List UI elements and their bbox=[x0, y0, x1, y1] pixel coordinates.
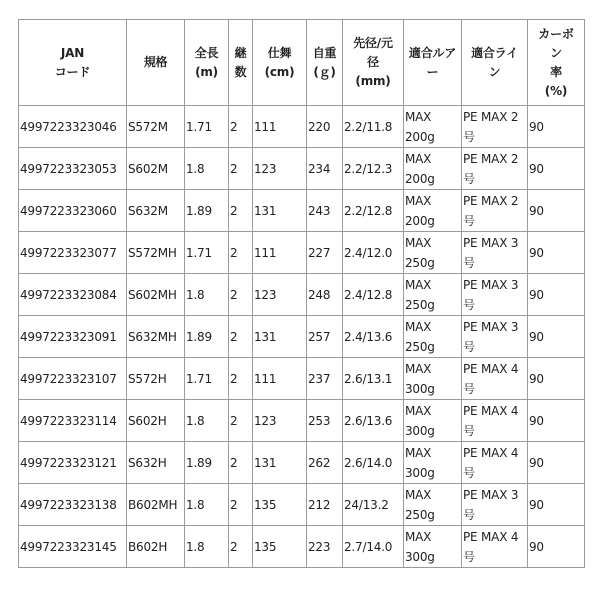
cell-line: PE MAX 3 号 bbox=[462, 232, 528, 274]
cell-line: PE MAX 3 号 bbox=[462, 316, 528, 358]
cell-closed-length: 123 bbox=[253, 148, 307, 190]
cell-length: 1.71 bbox=[185, 106, 229, 148]
cell-closed-length: 131 bbox=[253, 316, 307, 358]
cell-jan-code: 4997223323077 bbox=[19, 232, 127, 274]
header-tip-butt-diameter: 先径/元 径 (mm) bbox=[343, 20, 404, 106]
cell-carbon-ratio: 90 bbox=[528, 358, 585, 400]
header-lure-weight: 適合ルア ー bbox=[404, 20, 462, 106]
table-row bbox=[19, 316, 585, 358]
cell-weight: 227 bbox=[307, 232, 343, 274]
cell-closed-length: 123 bbox=[253, 400, 307, 442]
cell-jan-code: 4997223323114 bbox=[19, 400, 127, 442]
cell-model: B602H bbox=[127, 526, 185, 568]
cell-pieces: 2 bbox=[229, 274, 253, 316]
table-row bbox=[19, 358, 585, 400]
spec-table-container bbox=[18, 19, 585, 568]
cell-pieces: 2 bbox=[229, 484, 253, 526]
table-row bbox=[19, 442, 585, 484]
cell-carbon-ratio: 90 bbox=[528, 106, 585, 148]
cell-tip-butt-diameter: 2.2/11.8 bbox=[343, 106, 404, 148]
cell-closed-length: 111 bbox=[253, 106, 307, 148]
cell-jan-code: 4997223323138 bbox=[19, 484, 127, 526]
cell-carbon-ratio: 90 bbox=[528, 232, 585, 274]
cell-model: S572M bbox=[127, 106, 185, 148]
table-row bbox=[19, 106, 585, 148]
header-line: 適合ライ ン bbox=[462, 20, 528, 106]
cell-length: 1.8 bbox=[185, 526, 229, 568]
header-jan-code: JAN コード bbox=[19, 20, 127, 106]
cell-lure-weight: MAX 300g bbox=[404, 526, 462, 568]
cell-lure-weight: MAX 250g bbox=[404, 232, 462, 274]
header-row bbox=[19, 20, 585, 106]
cell-pieces: 2 bbox=[229, 106, 253, 148]
cell-line: PE MAX 2 号 bbox=[462, 106, 528, 148]
cell-length: 1.8 bbox=[185, 400, 229, 442]
cell-jan-code: 4997223323121 bbox=[19, 442, 127, 484]
header-closed-length: 仕舞 (cm) bbox=[253, 20, 307, 106]
cell-model: S572MH bbox=[127, 232, 185, 274]
cell-carbon-ratio: 90 bbox=[528, 484, 585, 526]
cell-length: 1.89 bbox=[185, 190, 229, 232]
cell-model: S602M bbox=[127, 148, 185, 190]
cell-tip-butt-diameter: 2.4/12.0 bbox=[343, 232, 404, 274]
cell-lure-weight: MAX 200g bbox=[404, 106, 462, 148]
cell-model: S632M bbox=[127, 190, 185, 232]
cell-length: 1.89 bbox=[185, 316, 229, 358]
cell-model: S602MH bbox=[127, 274, 185, 316]
cell-closed-length: 135 bbox=[253, 484, 307, 526]
cell-line: PE MAX 3 号 bbox=[462, 274, 528, 316]
cell-jan-code: 4997223323053 bbox=[19, 148, 127, 190]
cell-closed-length: 123 bbox=[253, 274, 307, 316]
cell-length: 1.71 bbox=[185, 232, 229, 274]
cell-jan-code: 4997223323145 bbox=[19, 526, 127, 568]
cell-line: PE MAX 3 号 bbox=[462, 484, 528, 526]
cell-tip-butt-diameter: 2.6/13.6 bbox=[343, 400, 404, 442]
cell-model: S572H bbox=[127, 358, 185, 400]
cell-tip-butt-diameter: 2.4/13.6 bbox=[343, 316, 404, 358]
header-model: 規格 bbox=[127, 20, 185, 106]
cell-carbon-ratio: 90 bbox=[528, 400, 585, 442]
cell-line: PE MAX 2 号 bbox=[462, 190, 528, 232]
cell-model: S632MH bbox=[127, 316, 185, 358]
cell-line: PE MAX 4 号 bbox=[462, 442, 528, 484]
cell-model: S602H bbox=[127, 400, 185, 442]
cell-line: PE MAX 4 号 bbox=[462, 526, 528, 568]
cell-carbon-ratio: 90 bbox=[528, 526, 585, 568]
cell-closed-length: 135 bbox=[253, 526, 307, 568]
cell-jan-code: 4997223323046 bbox=[19, 106, 127, 148]
cell-line: PE MAX 4 号 bbox=[462, 400, 528, 442]
cell-lure-weight: MAX 250g bbox=[404, 316, 462, 358]
cell-length: 1.89 bbox=[185, 442, 229, 484]
cell-weight: 220 bbox=[307, 106, 343, 148]
table-row bbox=[19, 148, 585, 190]
cell-carbon-ratio: 90 bbox=[528, 148, 585, 190]
cell-weight: 248 bbox=[307, 274, 343, 316]
cell-pieces: 2 bbox=[229, 316, 253, 358]
table-row bbox=[19, 526, 585, 568]
cell-jan-code: 4997223323060 bbox=[19, 190, 127, 232]
cell-model: S632H bbox=[127, 442, 185, 484]
cell-jan-code: 4997223323091 bbox=[19, 316, 127, 358]
cell-tip-butt-diameter: 2.2/12.8 bbox=[343, 190, 404, 232]
header-carbon-ratio: カーボ ン 率 (%) bbox=[528, 20, 585, 106]
cell-weight: 223 bbox=[307, 526, 343, 568]
rod-spec-table bbox=[18, 19, 585, 568]
cell-tip-butt-diameter: 24/13.2 bbox=[343, 484, 404, 526]
header-weight: 自重 (ｇ) bbox=[307, 20, 343, 106]
cell-length: 1.8 bbox=[185, 484, 229, 526]
cell-jan-code: 4997223323107 bbox=[19, 358, 127, 400]
cell-tip-butt-diameter: 2.6/14.0 bbox=[343, 442, 404, 484]
cell-lure-weight: MAX 300g bbox=[404, 358, 462, 400]
cell-tip-butt-diameter: 2.2/12.3 bbox=[343, 148, 404, 190]
cell-model: B602MH bbox=[127, 484, 185, 526]
table-row bbox=[19, 190, 585, 232]
cell-weight: 212 bbox=[307, 484, 343, 526]
cell-pieces: 2 bbox=[229, 148, 253, 190]
cell-tip-butt-diameter: 2.7/14.0 bbox=[343, 526, 404, 568]
cell-carbon-ratio: 90 bbox=[528, 190, 585, 232]
table-row bbox=[19, 274, 585, 316]
cell-pieces: 2 bbox=[229, 232, 253, 274]
cell-weight: 237 bbox=[307, 358, 343, 400]
cell-pieces: 2 bbox=[229, 442, 253, 484]
cell-length: 1.8 bbox=[185, 274, 229, 316]
table-row bbox=[19, 484, 585, 526]
cell-carbon-ratio: 90 bbox=[528, 316, 585, 358]
cell-lure-weight: MAX 250g bbox=[404, 274, 462, 316]
cell-closed-length: 131 bbox=[253, 190, 307, 232]
cell-closed-length: 131 bbox=[253, 442, 307, 484]
table-row bbox=[19, 232, 585, 274]
cell-pieces: 2 bbox=[229, 526, 253, 568]
table-header bbox=[19, 20, 585, 106]
cell-lure-weight: MAX 250g bbox=[404, 484, 462, 526]
cell-jan-code: 4997223323084 bbox=[19, 274, 127, 316]
cell-tip-butt-diameter: 2.4/12.8 bbox=[343, 274, 404, 316]
cell-length: 1.8 bbox=[185, 148, 229, 190]
cell-line: PE MAX 4 号 bbox=[462, 358, 528, 400]
cell-pieces: 2 bbox=[229, 190, 253, 232]
table-body bbox=[19, 106, 585, 568]
cell-length: 1.71 bbox=[185, 358, 229, 400]
cell-lure-weight: MAX 300g bbox=[404, 442, 462, 484]
cell-lure-weight: MAX 200g bbox=[404, 148, 462, 190]
header-length: 全長 (m) bbox=[185, 20, 229, 106]
cell-weight: 257 bbox=[307, 316, 343, 358]
cell-closed-length: 111 bbox=[253, 358, 307, 400]
cell-lure-weight: MAX 300g bbox=[404, 400, 462, 442]
cell-weight: 262 bbox=[307, 442, 343, 484]
cell-weight: 243 bbox=[307, 190, 343, 232]
cell-closed-length: 111 bbox=[253, 232, 307, 274]
cell-tip-butt-diameter: 2.6/13.1 bbox=[343, 358, 404, 400]
cell-weight: 253 bbox=[307, 400, 343, 442]
cell-lure-weight: MAX 200g bbox=[404, 190, 462, 232]
cell-line: PE MAX 2 号 bbox=[462, 148, 528, 190]
table-row bbox=[19, 400, 585, 442]
cell-carbon-ratio: 90 bbox=[528, 442, 585, 484]
cell-pieces: 2 bbox=[229, 400, 253, 442]
header-pieces: 継 数 bbox=[229, 20, 253, 106]
cell-carbon-ratio: 90 bbox=[528, 274, 585, 316]
cell-pieces: 2 bbox=[229, 358, 253, 400]
cell-weight: 234 bbox=[307, 148, 343, 190]
